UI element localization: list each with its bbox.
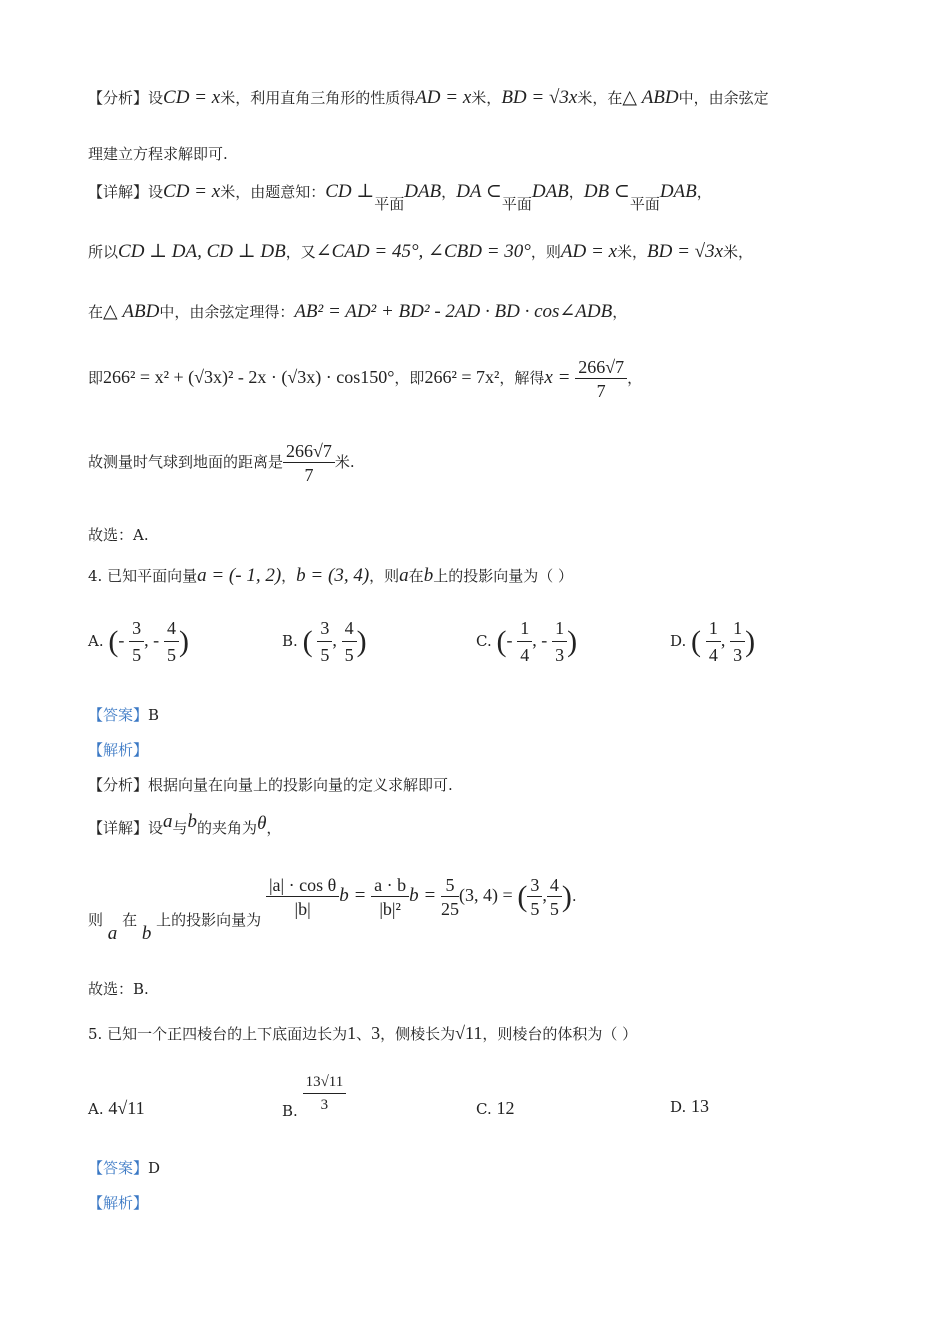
option-label: D. xyxy=(670,1098,687,1116)
option-value: 12 xyxy=(496,1098,515,1118)
text: ， xyxy=(266,819,282,837)
math-expr: b xyxy=(423,565,434,586)
text: 上的投影向量为 xyxy=(156,911,262,929)
text: 平面 xyxy=(374,195,405,213)
detail-paragraph xyxy=(88,811,282,837)
fraction xyxy=(575,358,627,400)
paren-right: ) xyxy=(356,625,367,658)
detail-paragraph xyxy=(88,181,712,213)
text: , - xyxy=(532,630,548,650)
math-expr: BD = √3x xyxy=(501,87,578,108)
option-value: 13 xyxy=(691,1096,710,1116)
fraction-denominator: |b| xyxy=(294,899,311,919)
fraction xyxy=(730,618,745,666)
fraction-denominator: 5 xyxy=(320,645,330,665)
paren-left: ( xyxy=(496,625,507,658)
option-c[interactable] xyxy=(476,1098,515,1119)
math-expr: 266² = x² + (√3x)² - 2x · (√3x) · cos150° xyxy=(103,367,395,387)
detail-tag: 【详解】 xyxy=(88,819,149,837)
math-expr: x = xyxy=(544,367,571,388)
math-expr: ∠CAD = 45°, ∠CBD = 30° xyxy=(315,241,531,262)
text: ，则棱台的体积为（ ） xyxy=(482,1025,638,1043)
option-c[interactable] xyxy=(476,618,577,666)
fraction xyxy=(552,618,567,666)
option-label: B. xyxy=(282,1102,298,1120)
text: 米， xyxy=(723,243,754,261)
text: ，又 xyxy=(285,243,316,261)
option-label: C. xyxy=(476,1100,492,1118)
fraction-numerator: 5 xyxy=(441,876,459,897)
math-expr: △ ABD xyxy=(622,87,679,108)
fraction-numerator: a · b xyxy=(371,876,409,897)
text: 米，利用直角三角形的性质得 xyxy=(220,89,416,107)
paren-left: ( xyxy=(517,880,528,913)
math-expr: DB ⊂ xyxy=(583,181,630,202)
text: . xyxy=(571,887,577,905)
math-expr: DAB xyxy=(659,181,697,202)
text: 、 xyxy=(356,1025,372,1043)
text: - xyxy=(506,630,513,650)
fraction-numerator: 3 xyxy=(317,618,332,642)
text: ，即 xyxy=(394,369,425,387)
math-expr: AD = x xyxy=(560,241,618,262)
text: , xyxy=(332,630,337,650)
text: 设 xyxy=(148,183,164,201)
analysis-paragraph-cont: 理建立方程求解即可. xyxy=(88,145,228,163)
vector-a: a xyxy=(107,923,118,944)
text: ， xyxy=(568,183,584,201)
text: 的夹角为 xyxy=(197,819,258,837)
detail-tag: 【详解】 xyxy=(88,183,149,201)
fraction-denominator: 7 xyxy=(596,381,606,401)
fraction-denominator: 5 xyxy=(549,899,559,919)
math-expr: CD = x xyxy=(163,87,221,108)
text: 米， xyxy=(471,89,502,107)
fraction xyxy=(129,618,144,666)
fraction xyxy=(706,618,721,666)
fraction-numerator: 266√7 xyxy=(283,442,335,463)
math-expr: BD = √3x xyxy=(647,241,724,262)
fraction xyxy=(317,618,332,666)
math-expr: CD ⊥ DA, CD ⊥ DB xyxy=(118,241,286,262)
fraction-denominator: 5 xyxy=(344,645,354,665)
detail-line-3 xyxy=(88,302,627,321)
option-b[interactable] xyxy=(282,1074,346,1120)
text: 在 xyxy=(122,911,138,929)
explanation-tag: 【解析】 xyxy=(88,741,149,759)
text: 在 xyxy=(88,303,104,321)
text: ，则 xyxy=(530,243,561,261)
text: ，侧棱长为 xyxy=(380,1025,456,1043)
explanation-tag: 【解析】 xyxy=(88,1194,149,1212)
fraction xyxy=(371,876,409,918)
fraction xyxy=(342,618,357,666)
fraction-denominator: |b|² xyxy=(379,899,401,919)
formula-group xyxy=(266,876,577,918)
text: - xyxy=(118,630,125,650)
text: 米，在 xyxy=(577,89,623,107)
math-expr: (3, 4) = xyxy=(458,885,513,905)
fraction-denominator: 5 xyxy=(132,645,142,665)
fraction-numerator: |a| · cos θ xyxy=(266,876,339,897)
fraction xyxy=(527,876,542,918)
math-expr: b = xyxy=(339,885,367,906)
option-d[interactable] xyxy=(670,618,755,666)
math-expr: 3 xyxy=(371,1023,381,1043)
theta-symbol: θ xyxy=(257,813,267,834)
option-a[interactable] xyxy=(88,1098,145,1119)
math-expr: CD = x xyxy=(163,181,221,202)
math-expr: b = (3, 4) xyxy=(296,565,370,586)
analysis-paragraph xyxy=(88,88,769,107)
fraction xyxy=(441,876,459,918)
analysis-tag: 【分析】 xyxy=(88,89,149,107)
paren-left: ( xyxy=(691,625,702,658)
text: 设 xyxy=(148,819,164,837)
fraction xyxy=(164,618,179,666)
answer-line xyxy=(88,708,159,723)
fraction-denominator: 4 xyxy=(520,645,530,665)
fraction-denominator: 3 xyxy=(555,645,565,665)
math-expr: CD ⊥ xyxy=(325,181,375,202)
fraction-denominator: 7 xyxy=(304,465,314,485)
math-expr: DAB xyxy=(404,181,442,202)
option-d[interactable] xyxy=(670,1096,709,1117)
fraction-denominator: 3 xyxy=(733,645,743,665)
text: 故测量时气球到地面的距离是 xyxy=(88,453,284,471)
fraction-numerator: 266√7 xyxy=(575,358,627,379)
text: 平面 xyxy=(501,195,532,213)
fraction-numerator: 4 xyxy=(164,618,179,642)
fraction-numerator: 4 xyxy=(342,618,357,642)
text: ， xyxy=(281,567,297,585)
fraction-denominator: 5 xyxy=(166,645,176,665)
answer-line xyxy=(88,1161,160,1176)
option-a[interactable] xyxy=(88,618,189,666)
paren-right: ) xyxy=(745,625,756,658)
fraction-denominator: 3 xyxy=(320,1097,329,1113)
math-expr: 1 xyxy=(347,1023,357,1043)
option-label: A. xyxy=(88,1100,104,1118)
option-value: 4√11 xyxy=(108,1098,145,1118)
math-expr: △ ABD xyxy=(103,301,160,322)
text: 上的投影向量为（ ） xyxy=(433,567,573,585)
answer-value: B xyxy=(148,706,160,724)
paren-right: ) xyxy=(567,625,578,658)
text: , - xyxy=(144,630,160,650)
text: , xyxy=(720,630,726,650)
text: 米. xyxy=(334,453,355,471)
text: 中，由余弦定理得： xyxy=(159,303,295,321)
vector-b: b xyxy=(141,923,152,944)
text: 中，由余弦定 xyxy=(678,89,769,107)
paren-right: ) xyxy=(561,880,572,913)
math-expr: b = xyxy=(409,885,437,906)
text: 则 xyxy=(88,911,104,929)
fraction-numerator: 3 xyxy=(129,618,144,642)
analysis-tag: 【分析】 xyxy=(88,776,149,794)
choice-line: 故选：B. xyxy=(88,980,149,998)
fraction-numerator: 13√11 xyxy=(303,1074,347,1094)
fraction-numerator: 1 xyxy=(730,618,745,642)
detail-line-2 xyxy=(88,242,753,261)
question-5 xyxy=(88,1024,637,1042)
math-expr: AD = x xyxy=(415,87,472,108)
text: 5. 已知一个正四棱台的上下底面边长为 xyxy=(88,1025,348,1043)
fraction-denominator: 5 xyxy=(530,899,540,919)
text: 与 xyxy=(172,819,188,837)
text: 平面 xyxy=(629,195,660,213)
math-expr: √11 xyxy=(455,1023,483,1043)
math-expr: AB² = AD² + BD² - 2AD · BD · cos∠ADB xyxy=(294,301,613,322)
fraction-denominator: 4 xyxy=(708,645,718,665)
paren-right: ) xyxy=(178,625,189,658)
fraction-numerator: 3 xyxy=(527,876,542,897)
fraction-numerator: 4 xyxy=(547,876,562,897)
analysis-paragraph xyxy=(88,778,453,793)
vector-a: a xyxy=(163,811,173,832)
text: ， xyxy=(627,369,643,387)
math-expr: a xyxy=(399,565,409,586)
fraction xyxy=(266,876,339,918)
option-label: C. xyxy=(476,632,492,650)
answer-tag: 【答案】 xyxy=(88,706,149,724)
text: 根据向量在向量上的投影向量的定义求解即可. xyxy=(148,776,453,794)
text: , xyxy=(542,885,547,905)
vector-b: b xyxy=(187,811,198,832)
fraction-numerator: 1 xyxy=(517,618,532,642)
fraction xyxy=(517,618,532,666)
text: 在 xyxy=(408,567,424,585)
option-label: A. xyxy=(88,632,104,650)
math-expr: a = (- 1, 2) xyxy=(197,565,282,586)
fraction-numerator: 1 xyxy=(706,618,721,642)
text: 所以 xyxy=(88,243,119,261)
math-expr: 266² = 7x² xyxy=(424,367,500,387)
fraction xyxy=(303,1074,347,1114)
option-label: B. xyxy=(282,632,298,650)
text: ，则 xyxy=(369,567,400,585)
fraction xyxy=(283,442,335,484)
text: ， xyxy=(612,303,628,321)
option-label: D. xyxy=(670,632,687,650)
detail-line-4 xyxy=(88,358,642,400)
math-expr: DAB xyxy=(531,181,569,202)
option-b[interactable] xyxy=(282,618,367,666)
text: 即 xyxy=(88,369,104,387)
answer-value: D xyxy=(148,1159,161,1177)
projection-formula xyxy=(88,872,577,944)
text: 4. 已知平面向量 xyxy=(88,567,198,585)
fraction-denominator: 25 xyxy=(440,899,459,919)
conclusion-line xyxy=(88,442,355,484)
text: ， xyxy=(441,183,457,201)
text: 米， xyxy=(617,243,648,261)
fraction xyxy=(547,876,562,918)
text: 米，由题意知： xyxy=(220,183,326,201)
text: 设 xyxy=(148,89,164,107)
paren-left: ( xyxy=(302,625,313,658)
fraction-numerator: 1 xyxy=(552,618,567,642)
choice-line: 故选：A. xyxy=(88,526,149,544)
answer-tag: 【答案】 xyxy=(88,1159,149,1177)
math-expr: DA ⊂ xyxy=(456,181,502,202)
text: ， xyxy=(696,183,712,201)
question-4 xyxy=(88,566,573,585)
text: ，解得 xyxy=(499,369,545,387)
paren-left: ( xyxy=(108,625,119,658)
